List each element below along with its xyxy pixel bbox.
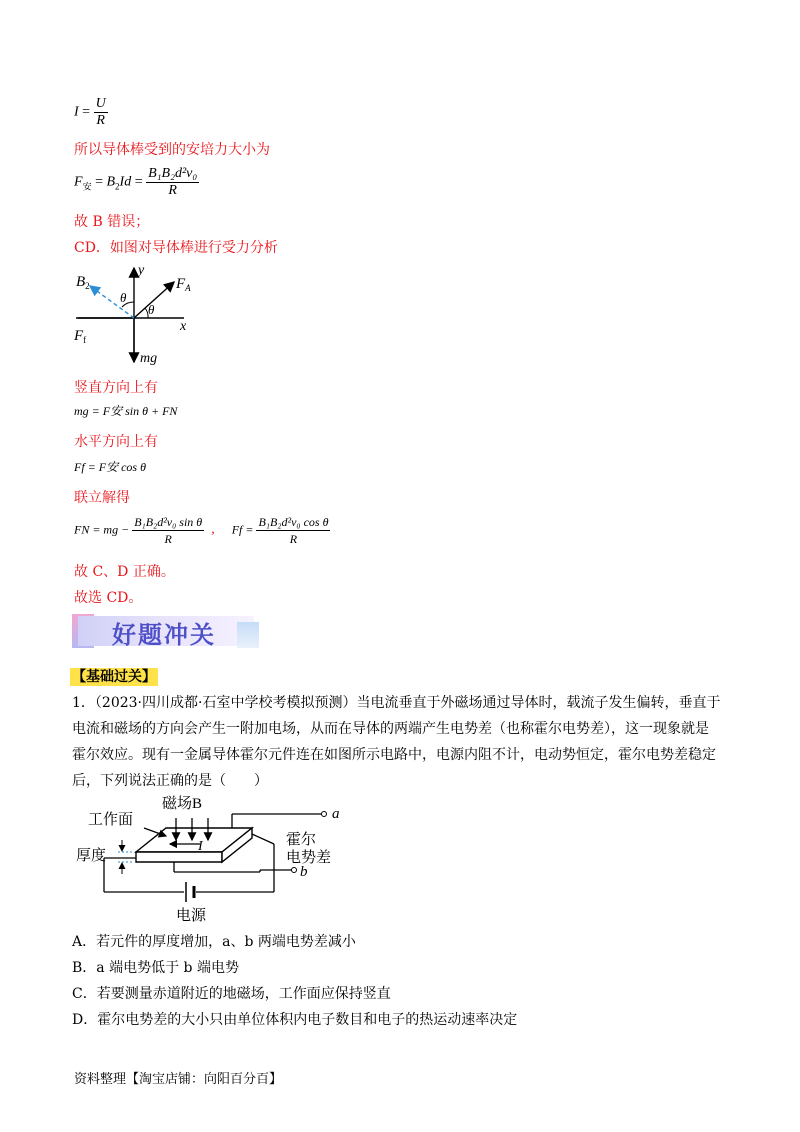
label-y: y <box>138 263 145 278</box>
banner-title: 好题冲关 <box>112 621 216 649</box>
explanation-line1: 所以导体棒受到的安培力大小为 <box>74 142 270 158</box>
equation-ohm: I = $\frac{U}{R}$ <box>74 96 106 128</box>
label-mg: mg <box>140 351 158 366</box>
label-theta-1: θ <box>120 290 127 305</box>
b2-arrow <box>90 286 134 318</box>
label-b2: $B_2$ <box>76 274 90 291</box>
label-b: b <box>300 864 308 880</box>
option-d: D．霍尔电势差的大小只由单位体积内电子数目和电子的热运动速率决定 <box>72 1012 518 1028</box>
explanation-line2: 故 B 错误； <box>74 214 150 230</box>
label-fa: $F_A$ <box>176 276 191 293</box>
section-label: 【基础过关】 <box>72 669 156 685</box>
label-magnetic-field: 磁场B <box>162 796 203 812</box>
question-number: 1． <box>72 695 95 711</box>
label-hall-2: 电势差 <box>286 850 332 866</box>
hall-plate-front <box>136 852 222 862</box>
explanation-line4: 竖直方向上有 <box>74 380 158 396</box>
option-b: B．a 端电势低于 b 端电势 <box>72 960 239 976</box>
question-source: （2023·四川成都·石室中学校考模拟预测） <box>94 695 357 711</box>
option-c: C．若要测量赤道附近的地磁场，工作面应保持竖直 <box>72 986 391 1002</box>
banner-decoration-right <box>237 622 259 648</box>
label-current: I <box>198 839 203 854</box>
terminal-b <box>292 868 297 873</box>
label-theta-2: θ <box>148 302 155 317</box>
equation-vertical: mg = F安 sin θ + FN <box>74 404 178 418</box>
equation-ampere-force: $F_安 = B_2Id$ = $\frac{\text{B₁B₂d²v₀}}{R}$ <box>74 166 198 198</box>
terminal-a <box>322 812 327 817</box>
explanation-line6: 联立解得 <box>74 490 130 506</box>
label-hall-1: 霍尔 <box>286 832 317 848</box>
option-a: A．若元件的厚度增加，a、b 两端电势差减小 <box>72 934 356 950</box>
force-diagram <box>70 262 200 368</box>
label-ff: $F_f$ <box>74 328 87 345</box>
question-text: 1．（2023·四川成都·石室中学校考模拟预测）当电流垂直于外磁场通过导体时，载流子发生偏转，垂直于 电流和磁场的方向会产生一附加电场，从而在导体的两端产生电势差（也称霍尔电势差），这一现象就是 霍尔效应。现有一金属导体霍尔元件连在如图所示电路中，电源内阻不计，电动势恒定，霍尔电势差稳定 后，下列说法正确的是（ ） <box>72 695 721 789</box>
label-source: 电源 <box>176 908 207 924</box>
section-banner <box>72 612 262 650</box>
label-a: a <box>332 806 340 822</box>
page-footer: 资料整理【淘宝店铺：向阳百分百】 <box>74 1072 283 1087</box>
hall-effect-diagram <box>74 792 354 924</box>
equation-horizontal: Ff = F安 cos θ <box>74 460 146 474</box>
explanation-line7: 故 C、D 正确。 <box>74 564 175 580</box>
explanation-line3: CD．如图对导体棒进行受力分析 <box>74 240 278 256</box>
explanation-line8: 故选 CD。 <box>74 590 143 606</box>
label-thickness: 厚度 <box>76 848 107 864</box>
explanation-line5: 水平方向上有 <box>74 434 158 450</box>
label-x: x <box>180 319 187 334</box>
label-work-face: 工作面 <box>88 812 134 828</box>
equation-solution-n: FN = mg − $\frac{\text{B₁B₂d²v₀ sin θ}}{R}$ , Ff = $\frac{\text{B₁B₂d²v₀ cos θ}}{R}$ <box>74 515 329 546</box>
